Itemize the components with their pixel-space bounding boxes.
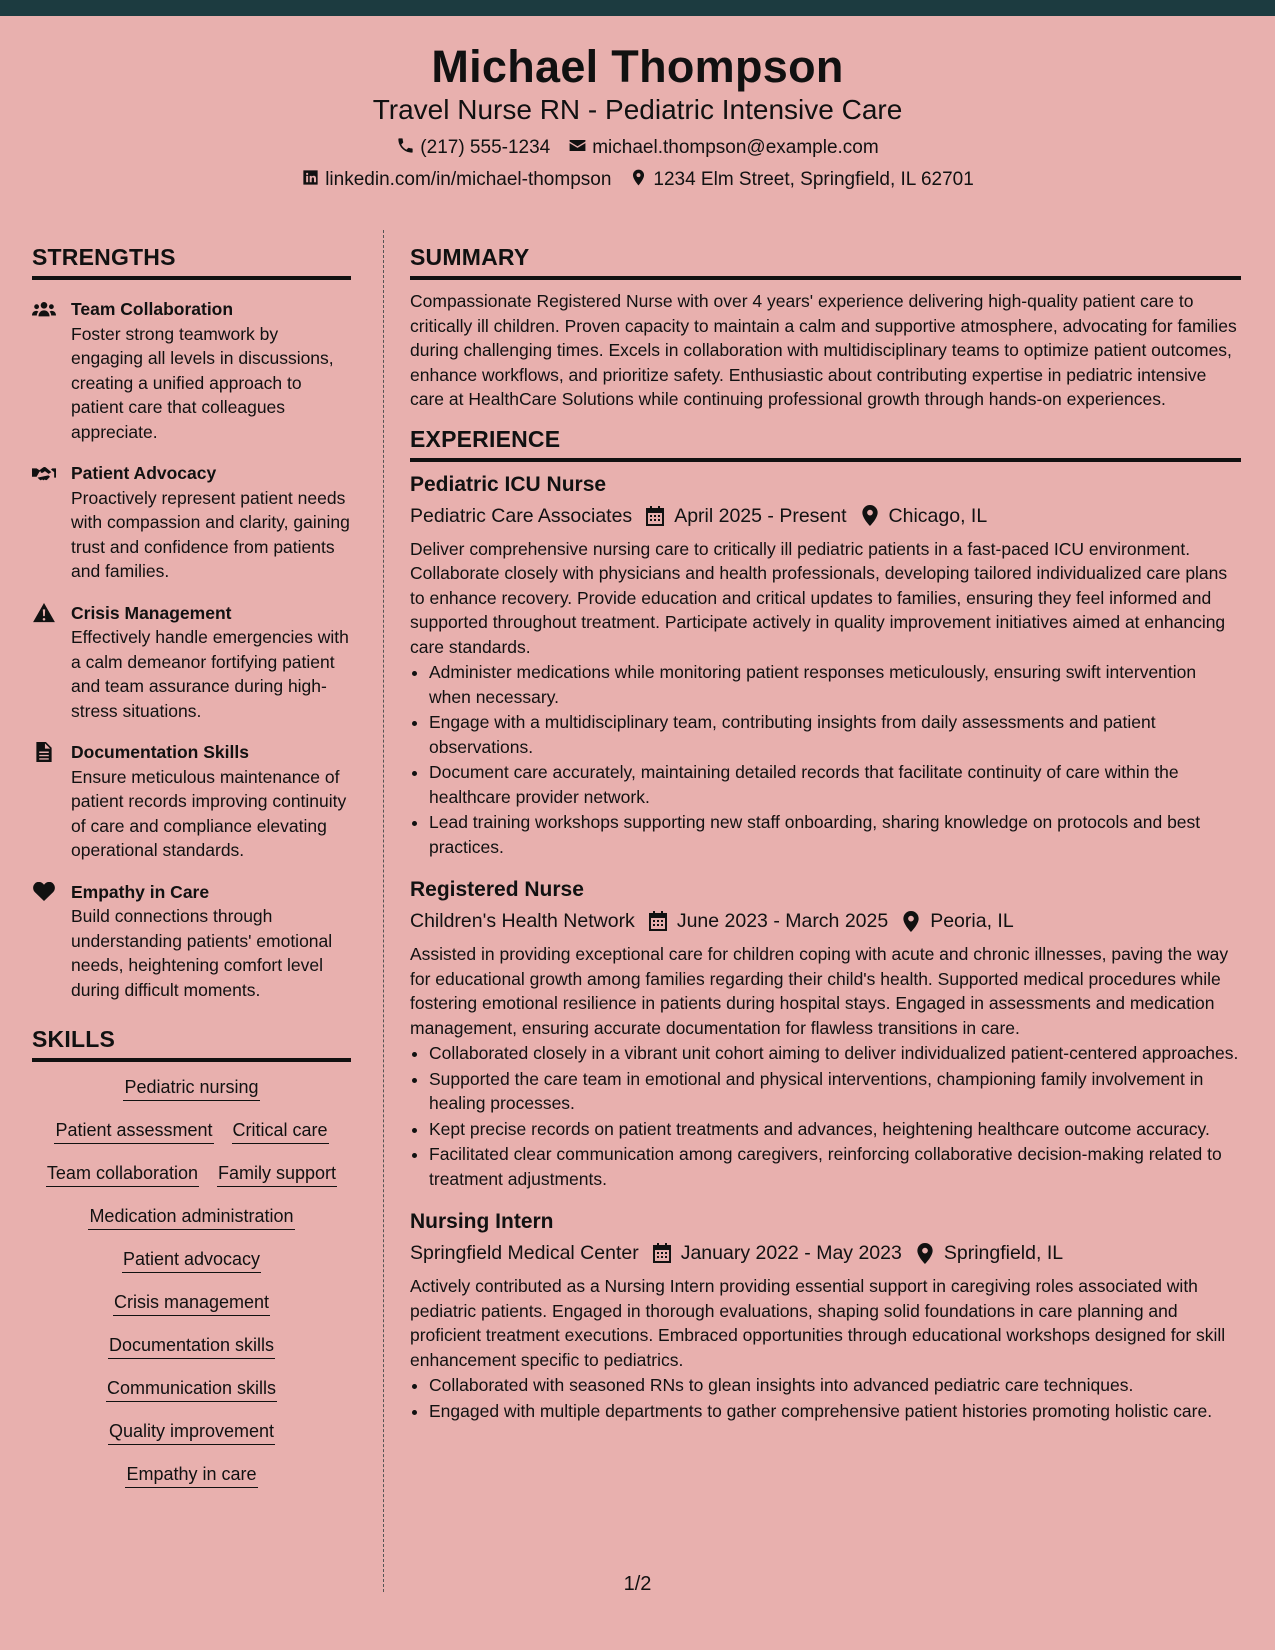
resume-header (0, 16, 1275, 204)
strength-name: Patient Advocacy (71, 463, 217, 483)
strength-description: Foster strong teamwork by engaging all levels in discussions, creating a unified approach to patient care that colleagues appreciate. (71, 323, 334, 442)
calendar-icon (651, 1242, 673, 1264)
address-contact (629, 168, 973, 191)
job-description: Deliver comprehensive nursing care to critically ill pediatric patients in a fast-paced ICU environment. Collaborate closely with physicians and health professionals, developing tailored individualized care plans to enhance recovery. Provide education and critical updates to families, ensuring they feel informed and supported throughout treatment. Participate actively in quality improvement initiatives aimed at enhancing care standards. (410, 538, 1228, 657)
column-divider (383, 230, 384, 1592)
strength-description: Build connections through understanding patients' emotional needs, heightening comfort level during difficult moments. (71, 906, 333, 1000)
skill-tag: Team collaboration (46, 1160, 199, 1187)
job-bullet: • Facilitated clear communication among caregivers, reinforcing collaborative decision-making related to treatment adjustments. (429, 1142, 1241, 1191)
job-location: Chicago, IL (888, 504, 988, 527)
job-entry (410, 1208, 1241, 1423)
job-bullet: • Administer medications while monitoring patient responses meticulously, ensuring swift intervention when necessary. (429, 660, 1241, 709)
job-meta (410, 907, 1241, 935)
experience-heading: EXPERIENCE (410, 428, 1241, 462)
address-text: 1234 Elm Street, Springfield, IL 62701 (653, 169, 974, 190)
skill-tag: Documentation skills (108, 1332, 275, 1359)
job-role: Registered Nurse (410, 878, 584, 901)
heart-icon (32, 882, 56, 902)
candidate-title: Travel Nurse RN - Pediatric Intensive Care (372, 94, 903, 125)
skills-heading: SKILLS (32, 1028, 351, 1062)
strength-item (32, 880, 351, 1003)
strength-name: Documentation Skills (71, 742, 249, 762)
map-pin-icon (914, 1242, 936, 1264)
phone-text: (217) 555-1234 (420, 137, 551, 158)
right-column (410, 246, 1241, 1423)
linkedin-link[interactable]: linkedin.com/in/michael-thompson (325, 169, 612, 190)
warning-icon (32, 603, 56, 623)
document-icon (32, 742, 56, 762)
job-description: Actively contributed as a Nursing Intern providing essential support in caregiving roles associated with pediatric patients. Engaged in thorough evaluations, shaping solid foundations in care planning and proficient treatment executions. Embraced opportunities through educational workshops designed for skill enhancement specific to pediatrics. (410, 1276, 1226, 1370)
linkedin-contact[interactable] (301, 168, 611, 191)
linkedin-icon (301, 168, 320, 191)
job-role: Nursing Intern (410, 1210, 554, 1233)
map-pin-icon (900, 910, 922, 932)
job-dates: June 2023 - March 2025 (676, 910, 889, 932)
map-pin-icon (859, 505, 881, 527)
skill-tag: Empathy in care (125, 1461, 257, 1488)
skill-tag: Patient advocacy (122, 1246, 261, 1273)
job-bullets (410, 660, 1241, 859)
job-entry (410, 876, 1241, 1191)
phone-contact (396, 136, 550, 159)
calendar-icon (647, 910, 669, 932)
job-company: Pediatric Care Associates (410, 504, 633, 527)
job-entry (410, 471, 1241, 860)
strength-item (32, 601, 351, 724)
strength-name: Team Collaboration (71, 299, 234, 319)
job-bullet: • Collaborated with seasoned RNs to glean insights into advanced pediatric care techniques. (429, 1373, 1241, 1398)
job-role: Pediatric ICU Nurse (410, 472, 607, 496)
candidate-name: Michael Thompson (431, 41, 844, 92)
handshake-icon (32, 463, 56, 483)
job-bullet: • Lead training workshops supporting new staff onboarding, sharing knowledge on protocols and best practices. (429, 810, 1241, 859)
job-location: Peoria, IL (930, 910, 1014, 932)
job-meta (410, 502, 1241, 530)
summary-text: Compassionate Registered Nurse with over 4 years' experience delivering high-quality patient care to critically ill children. Proven capacity to maintain a calm and supportive atmosphere, advocating for families during challenging times. Excels in collaboration with multidisciplinary teams to optimize patient outcomes, enhance workflows, and prioritize safety. Enthusiastic about contributing expertise in pediatric intensive care at HealthCare Solutions while continuing professional growth through hands-on experiences. (410, 291, 1237, 409)
strength-name: Crisis Management (71, 602, 232, 623)
job-bullet: • Collaborated closely in a vibrant unit cohort aiming to deliver individualized patient-centered approaches. (429, 1041, 1241, 1066)
users-icon (32, 299, 56, 319)
calendar-icon (644, 505, 666, 527)
strength-name: Empathy in Care (71, 881, 210, 902)
job-description: Assisted in providing exceptional care for children coping with acute and chronic illnesses, paving the way for educational growth among families regarding their child's health. Supported medical procedures while fostering emotional resilience in patients during hospital stays. Engaged in assessments and medication management, ensuring accurate documentation for flawless transitions in care. (410, 944, 1229, 1038)
skills-list (32, 1074, 351, 1488)
skill-tag: Medication administration (88, 1203, 294, 1230)
job-bullet: • Supported the care team in emotional and physical interventions, championing family involvement in healing processes. (429, 1067, 1241, 1116)
job-company: Springfield Medical Center (410, 1242, 639, 1264)
job-dates: April 2025 - Present (674, 504, 847, 527)
job-bullets (410, 1041, 1241, 1191)
top-bar (0, 0, 1275, 16)
strength-description: Ensure meticulous maintenance of patient records improving continuity of care and compliance elevating operational standards. (71, 766, 347, 860)
strength-description: Effectively handle emergencies with a calm demeanor fortifying patient and team assurance during high-stress situations. (71, 627, 349, 721)
job-bullets (410, 1373, 1241, 1423)
job-bullet: • Engaged with multiple departments to gather comprehensive patient histories promoting holistic care. (429, 1399, 1241, 1424)
skill-tag: Quality improvement (108, 1418, 275, 1445)
job-company: Children's Health Network (410, 910, 635, 932)
job-meta (410, 1239, 1241, 1267)
skill-tag: Pediatric nursing (123, 1074, 259, 1101)
summary-heading: SUMMARY (410, 246, 1241, 280)
page-number: 1/2 (623, 1573, 652, 1595)
map-pin-icon (629, 168, 648, 191)
strength-description: Proactively represent patient needs with compassion and clarity, gaining trust and confidence from patients and families. (71, 487, 350, 581)
contact-row-2 (0, 168, 1275, 191)
strength-item (32, 461, 351, 584)
email-contact[interactable] (568, 136, 878, 159)
skill-tag: Critical care (232, 1117, 329, 1144)
job-bullet: • Kept precise records on patient treatments and advances, heightening healthcare outcome accuracy. (429, 1117, 1241, 1142)
strengths-heading: STRENGTHS (32, 246, 351, 280)
skill-tag: Family support (217, 1160, 337, 1187)
email-link[interactable]: michael.thompson@example.com (592, 137, 879, 158)
strength-item (32, 740, 351, 863)
strength-item (32, 297, 351, 444)
contact-row-1 (0, 136, 1275, 159)
job-location: Springfield, IL (943, 1242, 1064, 1264)
left-column (32, 246, 351, 1504)
envelope-icon (568, 136, 587, 159)
job-bullet: • Engage with a multidisciplinary team, contributing insights from daily assessments and patient observations. (429, 710, 1241, 759)
job-dates: January 2022 - May 2023 (680, 1242, 902, 1264)
job-bullet: • Document care accurately, maintaining detailed records that facilitate continuity of care within the healthcare provider network. (429, 760, 1241, 809)
phone-icon (396, 136, 415, 159)
skill-tag: Patient assessment (54, 1117, 213, 1144)
skill-tag: Communication skills (106, 1375, 277, 1402)
skill-tag: Crisis management (113, 1289, 270, 1316)
